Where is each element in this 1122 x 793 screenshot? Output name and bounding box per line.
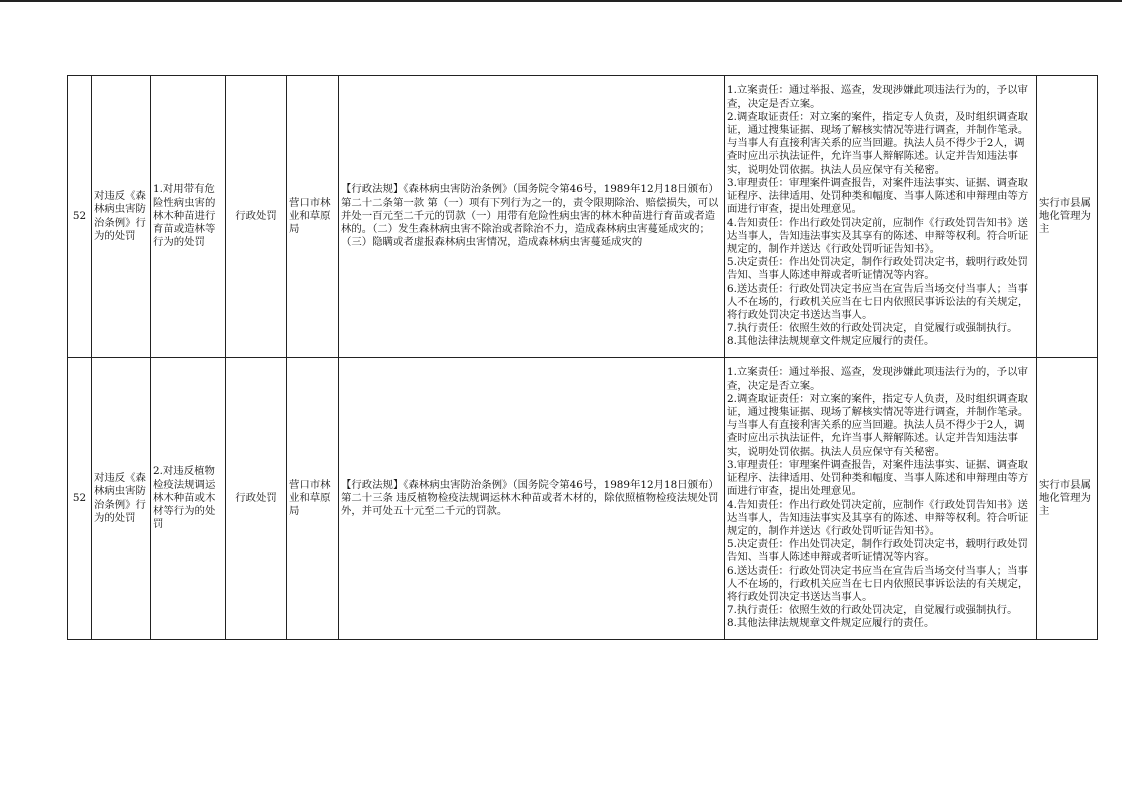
item-name: 对违反《森林病虫害防治条例》行为的处罚 (92, 76, 151, 358)
responsibility-item: 4.告知责任：作出行政处罚决定前，应制作《行政处罚告知书》送达当事人，告知违法事实及其享有的陈述、申辩等权利。符合听证规定的，制作并送达《行政处罚听证告知书》。 (727, 216, 1029, 255)
responsibility-item: 3.审理责任：审理案件调查报告，对案件违法事实、证据、调查取证程序、法律适用、处罚种类和幅度、当事人陈述和申辩理由等方面进行审查，提出处理意见。 (727, 458, 1029, 498)
responsibility-list (725, 76, 1037, 358)
responsibility-item: 7.执行责任：依照生效的行政处罚决定，自觉履行或强制执行。 (727, 322, 1018, 335)
power-type: 行政处罚 (226, 358, 287, 640)
responsibility-list (725, 358, 1037, 640)
sub-item-name: 1.对用带有危险性病虫害的林木种苗进行育苗或造林等行为的处罚 (151, 76, 226, 358)
power-type: 行政处罚 (226, 76, 287, 358)
row-number: 52 (68, 358, 92, 640)
power-list-table (67, 75, 1098, 640)
responsibility-item: 4.告知责任：作出行政处罚决定前，应制作《行政处罚告知书》送达当事人，告知违法事实及其享有的陈述、申辩等权利。符合听证规定的，制作并送达《行政处罚听证告知书》。 (727, 498, 1029, 537)
responsibility-item: 5.决定责任：作出处罚决定，制作行政处罚决定书，载明行政处罚告知、当事人陈述申辩或者听证情况等内容。 (727, 538, 1028, 564)
top-border-line (0, 0, 1122, 2)
sub-item-name: 2.对违反植物检疫法规调运林木种苗或木材等行为的处罚 (151, 358, 226, 640)
responsibility-item: 6.送达责任：行政处罚决定书应当在宣告后当场交付当事人；当事人不在场的，行政机关应当在七日内依照民事诉讼法的有关规定，将行政处罚决定书送达当事人。 (727, 564, 1029, 603)
responsibility-item: 3.审理责任：审理案件调查报告，对案件违法事实、证据、调查取证程序、法律适用、处罚种类和幅度、当事人陈述和申辩理由等方面进行审查，提出处理意见。 (727, 176, 1029, 216)
responsibility-item: 5.决定责任：作出处罚决定，制作行政处罚决定书，载明行政处罚告知、当事人陈述申辩或者听证情况等内容。 (727, 256, 1028, 282)
responsibility-item: 1.立案责任：通过举报、巡查，发现涉嫌此项违法行为的，予以审查，决定是否立案。 (727, 84, 1028, 110)
responsibility-item: 7.执行责任：依照生效的行政处罚决定，自觉履行或强制执行。 (727, 604, 1018, 617)
responsibility-item: 6.送达责任：行政处罚决定书应当在宣告后当场交付当事人；当事人不在场的，行政机关应当在七日内依照民事诉讼法的有关规定，将行政处罚决定书送达当事人。 (727, 282, 1029, 321)
legal-basis-text: 【行政法规】《森林病虫害防治条例》（国务院令第46号，1989年12月18日颁布）第二十二条第一款 第（一）项有下列行为之一的，责令限期除治、赔偿损失，可以并处一百元至二千元的罚款（一）用带有危险性病虫害的林木种苗进行育苗或者造林的。（二）发生森林病虫害不除治或者除治不力，造成森林病虫害蔓延成灾的；（三）隐瞒或者虚报森林病虫害情况，造成森林病虫害蔓延成灾的 (341, 183, 719, 249)
legal-basis (339, 76, 725, 358)
table-row (68, 76, 1098, 358)
department: 营口市林业和草原局 (287, 76, 339, 358)
responsibility-item: 8.其他法律法规规章文件规定应履行的责任。 (727, 617, 935, 630)
responsibility-item: 2.调查取证责任：对立案的案件，指定专人负责，及时组织调查取证，通过搜集证据、现场了解核实情况等进行调查，并制作笔录。与当事人有直接利害关系的应当回避。执法人员不得少于2人，调查时应出示执法证件，允许当事人辩解陈述。认定并告知违法事实，说明处罚依据。执法人员应保守有关秘密。 (727, 110, 1029, 176)
legal-basis (339, 358, 725, 640)
responsibility-item: 2.调查取证责任：对立案的案件，指定专人负责，及时组织调查取证，通过搜集证据、现场了解核实情况等进行调查，并制作笔录。与当事人有直接利害关系的应当回避。执法人员不得少于2人，调查时应出示执法证件，允许当事人辩解陈述。认定并告知违法事实，说明处罚依据。执法人员应保守有关秘密。 (727, 392, 1029, 458)
remark: 实行市县属地化管理为主 (1037, 358, 1098, 640)
department: 营口市林业和草原局 (287, 358, 339, 640)
item-name: 对违反《森林病虫害防治条例》行为的处罚 (92, 358, 151, 640)
legal-basis-text: 【行政法规】《森林病虫害防治条例》（国务院令第46号，1989年12月18日颁布） 第二十三条 违反植物检疫法规调运林木种苗或者木材的，除依照植物检疫法规处罚外，并可处五十元至二千元的罚款。 (341, 478, 719, 518)
remark: 实行市县属地化管理为主 (1037, 76, 1098, 358)
responsibility-item: 8.其他法律法规规章文件规定应履行的责任。 (727, 335, 935, 348)
row-number: 52 (68, 76, 92, 358)
responsibility-item: 1.立案责任：通过举报、巡查，发现涉嫌此项违法行为的，予以审查，决定是否立案。 (727, 366, 1028, 392)
table-row (68, 358, 1098, 640)
